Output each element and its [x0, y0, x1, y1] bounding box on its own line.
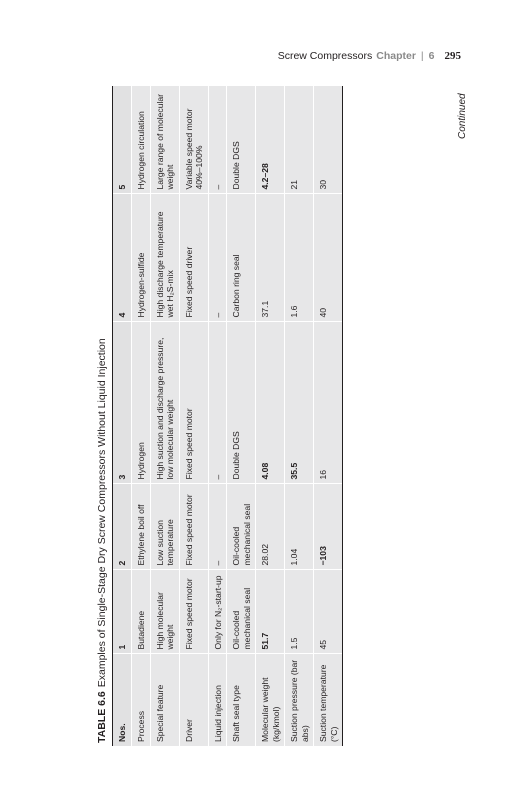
- table-cell: Variable speed motor 40%–100%: [179, 86, 208, 194]
- table-cell: 40: [314, 194, 343, 322]
- header-cell: Nos.: [113, 654, 132, 746]
- table-cell: Low suction temperature: [150, 484, 179, 570]
- table-cell: 37.1: [256, 194, 285, 322]
- table-cell: –: [208, 484, 227, 570]
- running-head-title: Screw Compressors: [277, 50, 373, 62]
- table-row: [314, 86, 343, 746]
- header-cell: 3: [113, 322, 132, 484]
- rotated-table: [92, 86, 467, 746]
- table-cell: Hydrogen-sulfide: [132, 194, 151, 322]
- table-cell: 21: [285, 86, 314, 194]
- table-cell: 4.2–28: [256, 86, 285, 194]
- table-row: [150, 86, 179, 746]
- table-cell: 16: [314, 322, 343, 484]
- table-cell: –: [208, 194, 227, 322]
- row-label: Suction temperature (°C): [314, 654, 343, 746]
- table-cell: Fixed speed motor: [179, 322, 208, 484]
- table-cell: High suction and discharge pressure, low molecular weight: [150, 322, 179, 484]
- running-head: [278, 50, 461, 62]
- table-caption-text: Examples of Single-Stage Dry Screw Compressors Without Liquid Injection: [96, 338, 108, 688]
- table-cell: Double DGS: [227, 86, 256, 194]
- table-row: [256, 86, 285, 746]
- table-cell: 51.7: [256, 570, 285, 654]
- table-cell: Carbon ring seal: [227, 194, 256, 322]
- table-cell: 30: [314, 86, 343, 194]
- table-cell: 1.6: [285, 194, 314, 322]
- table-cell: 45: [314, 570, 343, 654]
- header-cell: 1: [113, 570, 132, 654]
- table-caption: [92, 86, 113, 746]
- table-header-row: [113, 86, 132, 746]
- table-row: [179, 86, 208, 746]
- header-cell: 2: [113, 484, 132, 570]
- continued-note: [457, 90, 471, 150]
- running-head-chapter-number: 6: [428, 50, 435, 62]
- table-cell: Oil-cooled mechanical seal: [227, 484, 256, 570]
- table-cell: Only for N₂-start-up: [208, 570, 227, 654]
- table-cell: Large range of molecular weight: [150, 86, 179, 194]
- row-label: Shaft seal type: [227, 654, 256, 746]
- row-label: Driver: [179, 654, 208, 746]
- table-cell: High molecular weight: [150, 570, 179, 654]
- table-cell: Hydrogen: [132, 322, 151, 484]
- table-cell: 1.04: [285, 484, 314, 570]
- table-row: [208, 86, 227, 746]
- table-cell: 28.02: [256, 484, 285, 570]
- header-cell: 4: [113, 194, 132, 322]
- table-cell: −103: [314, 484, 343, 570]
- data-table: [113, 86, 343, 746]
- page-number: 295: [444, 50, 461, 62]
- header-cell: 5: [113, 86, 132, 194]
- table-cell: Fixed speed motor: [179, 484, 208, 570]
- row-label: Liquid injection: [208, 654, 227, 746]
- continued-label: Continued: [457, 93, 468, 139]
- row-label: Process: [132, 654, 151, 746]
- table-row: [132, 86, 151, 746]
- table-row: [285, 86, 314, 746]
- table-cell: Ethylene boil off: [132, 484, 151, 570]
- table-area: [92, 86, 467, 746]
- table-cell: Double DGS: [227, 322, 256, 484]
- table-label: TABLE 6.6: [96, 691, 108, 743]
- table-cell: –: [208, 86, 227, 194]
- table-cell: Oil-cooled mechanical seal: [227, 570, 256, 654]
- table-cell: 35.5: [285, 322, 314, 484]
- table-cell: 4.08: [256, 322, 285, 484]
- table-cell: Fixed speed driver: [179, 194, 208, 322]
- table-cell: Fixed speed motor: [179, 570, 208, 654]
- row-label: Suction pressure (bar abs): [285, 654, 314, 746]
- table-cell: 1.5: [285, 570, 314, 654]
- row-label: Special feature: [150, 654, 179, 746]
- running-head-chapter: Chapter: [376, 50, 416, 62]
- table-cell: Hydrogen circulation: [132, 86, 151, 194]
- running-head-separator: |: [420, 50, 424, 62]
- row-label: Molecular weight (kg/kmol): [256, 654, 285, 746]
- table-cell: –: [208, 322, 227, 484]
- table-cell: High discharge temperature wet H₂S-mix: [150, 194, 179, 322]
- table-cell: Butadiene: [132, 570, 151, 654]
- table-row: [227, 86, 256, 746]
